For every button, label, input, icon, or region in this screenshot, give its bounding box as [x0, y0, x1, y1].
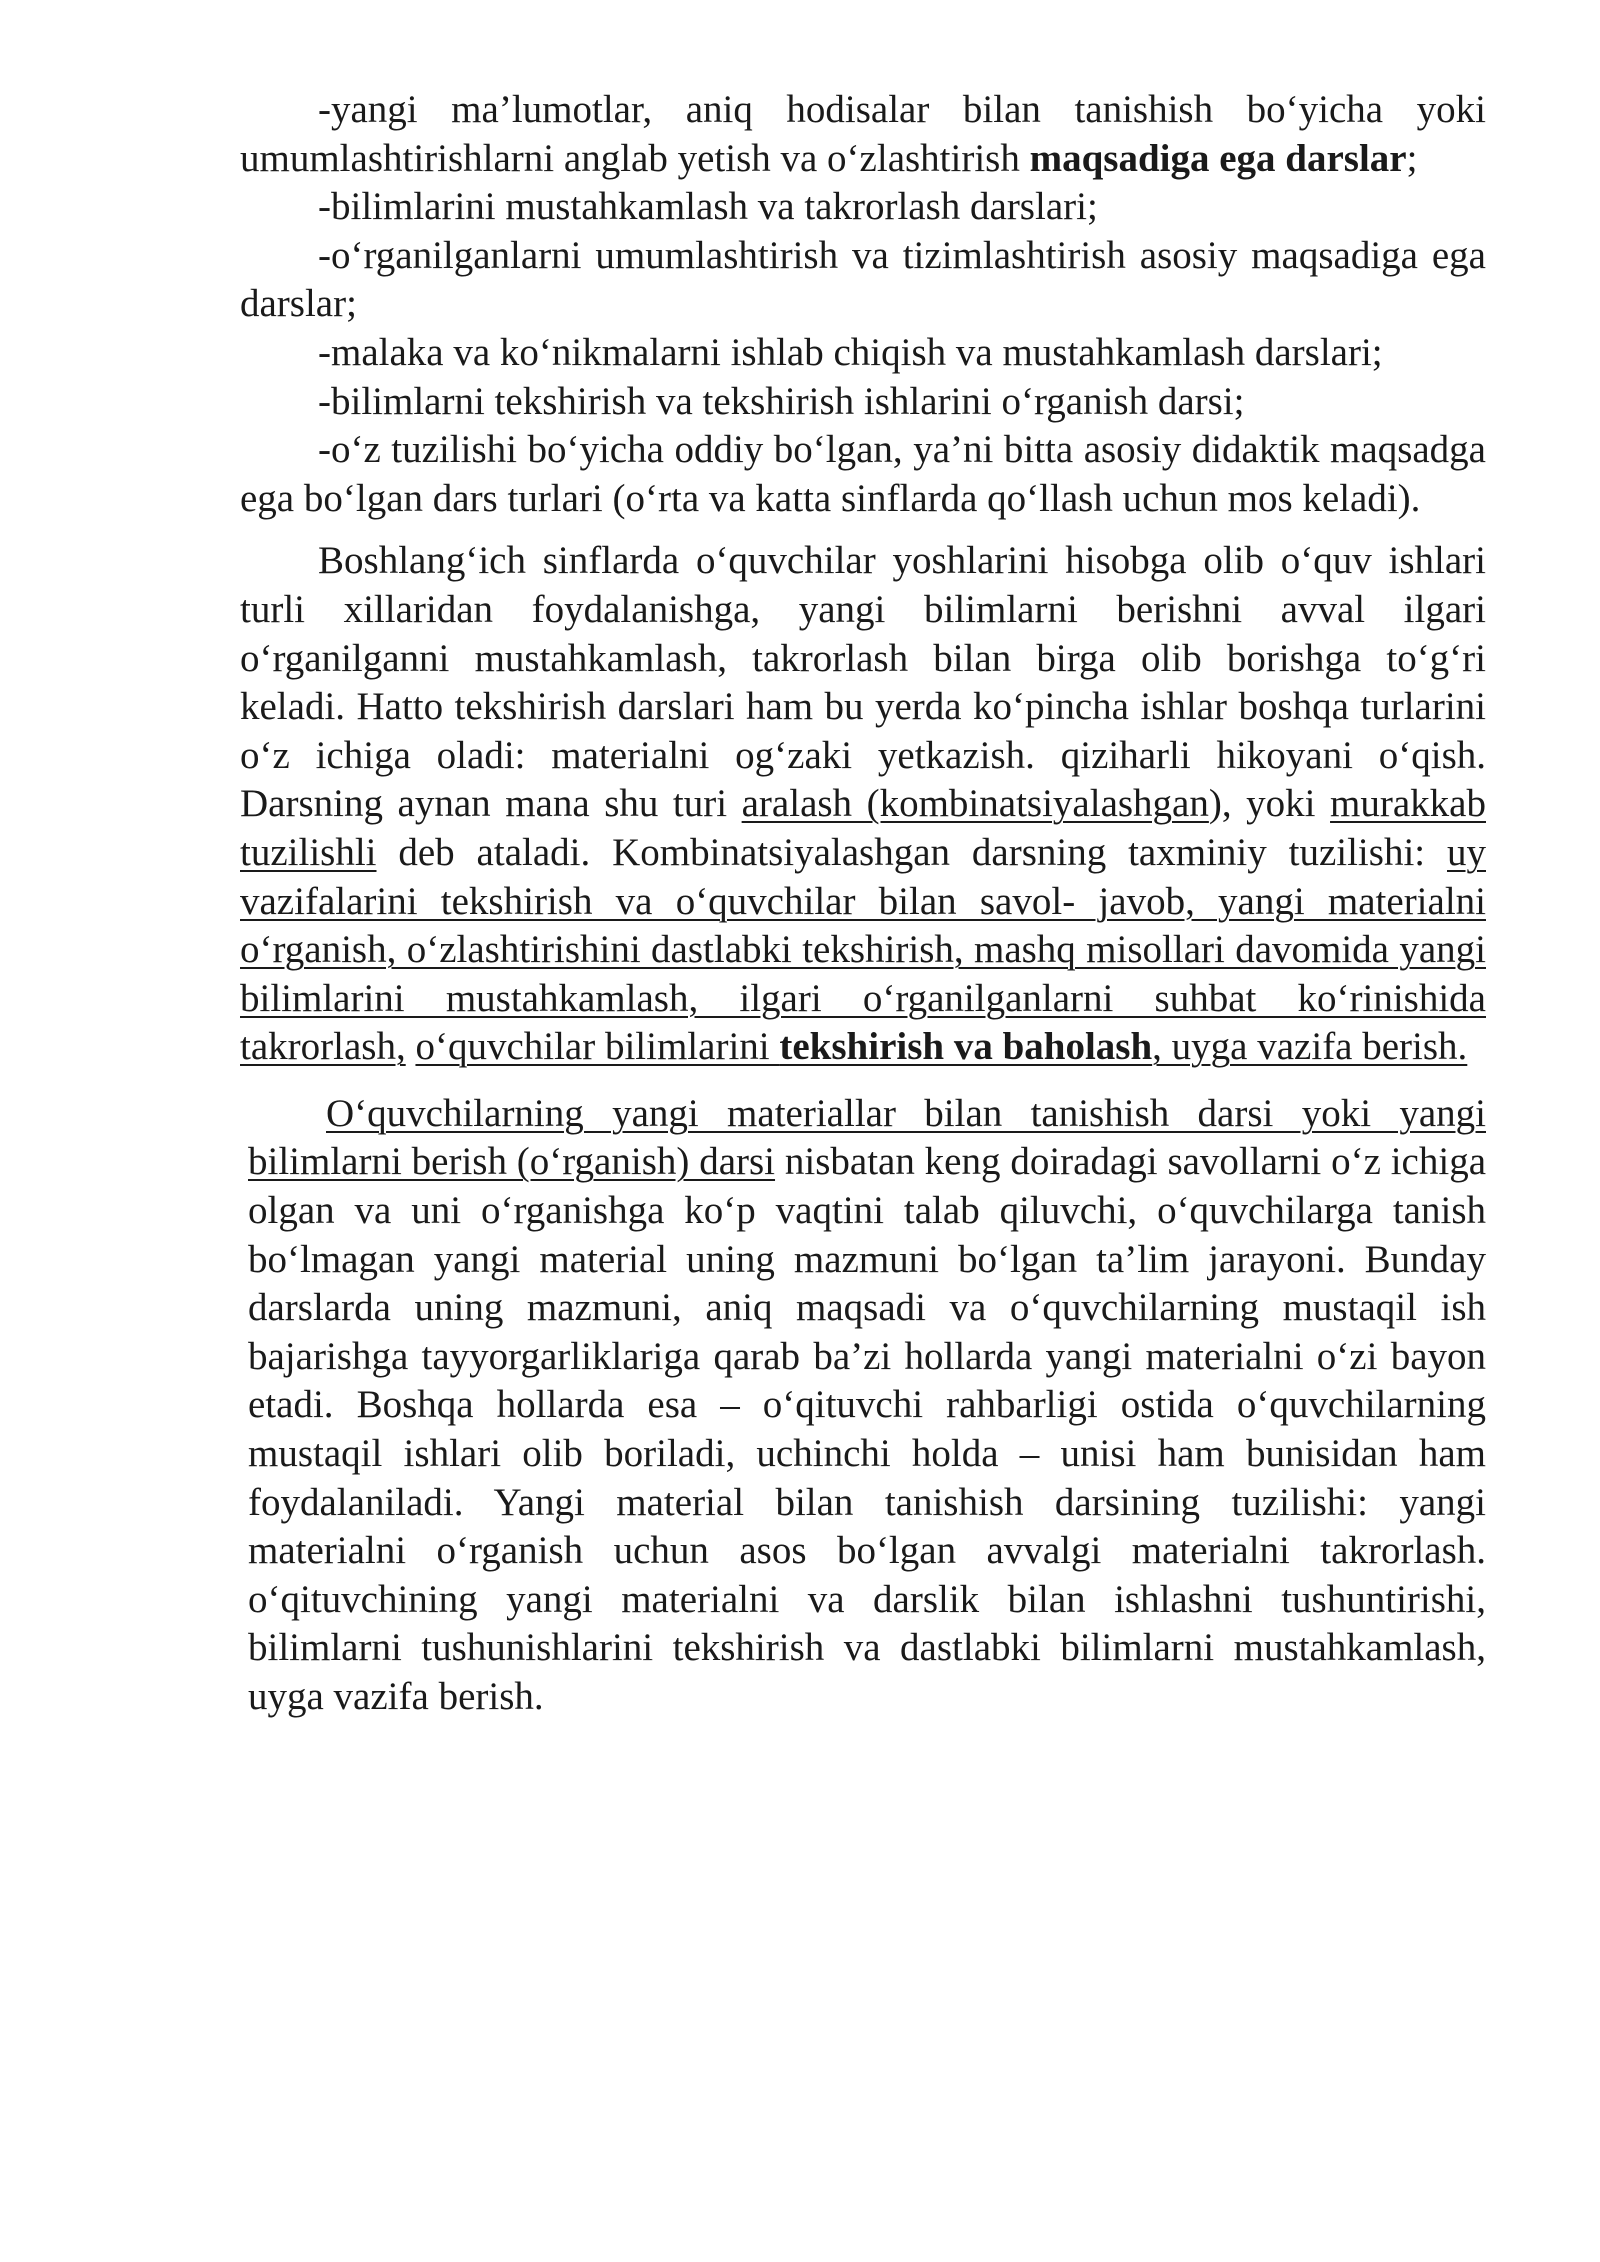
underlined-term: aralash (kombinatsiyalashgan — [741, 782, 1209, 826]
list-item: -o‘rganilganlarni umumlashtirish va tizimlashtirish asosiy maqsadiga ega darslar; — [240, 233, 1486, 326]
paragraph-new-material-lesson: O‘quvchilarning yangi materiallar bilan tanishish darsi yoki yangi bilimlarni berish (o‘rganish) darsi nisbatan keng doiradagi savollarni o‘z ichiga olgan va uni o‘rganishga ko‘p vaqtini talab qiluvchi, o‘quvchilarga tanish bo‘lmagan yangi material uning mazmuni bo‘lgan ta’lim jarayoni. Bunday darslarda uning mazmuni, aniq maqsadi va o‘quvchilarning mustaqil ish bajarishga tayyorgarliklariga qarab ba’zi hollarda yangi materialni o‘zi bayon etadi. Boshqa hollarda esa – o‘qituvchi rahbarligi ostida o‘quvchilarning mustaqil ishlari olib boriladi, uchinchi holda – unisi ham bunisidan ham foydalaniladi. Yangi material bilan tanishish darsining tuzilishi: yangi materialni o‘rganish uchun asos bo‘lgan avvalgi materialni takrorlash. o‘qituvchining yangi materialni va darslik bilan ishlashni tushuntirishi, bilimlarni tushunishlarini tekshirish va dastlabki bilimlarni mustahkamlash, uyga vazifa berish. — [248, 1091, 1487, 1718]
list-item: -o‘z tuzilishi bo‘yicha oddiy bo‘lgan, ya’ni bitta asosiy didaktik maqsadga ega bo‘lgan dars turlari (o‘rta va katta sinflarda qo‘llash uchun mos keladi). — [240, 428, 1486, 520]
paragraph-combined-lesson: Boshlang‘ich sinflarda o‘quvchilar yoshlarini hisobga olib o‘quv ishlari turli xillaridan foydalanishga, yangi bilimlarni berishni avval ilgari o‘rganilganni mustahkamlash, takrorlash bilan birga olib borishga to‘g‘ri keladi. Hatto tekshirish darslari ham bu yerda ko‘pincha ishlar boshqa turlarini o‘z ichiga oladi: materialni og‘zaki yetkazish. qiziharli hikoyani o‘qish. Darsning aynan mana shu turi aralash (kombinatsiyalashgan), yoki murakkab tuzilishli deb ataladi. Kombinatsiyalashgan darsning taxminiy tuzilishi: uy vazifalarini tekshirish va o‘quvchilar bilan savol- javob, yangi materialni o‘rganish, o‘zlashtirishini dastlabki tekshirish, mashq misollari davomida yangi bilimlarini mustahkamlash, ilgari o‘rganilganlarni suhbat ko‘rinishida takrorlash, o‘quvchilar bilimlarini tekshirish va baholash, uyga vazifa berish. — [240, 539, 1486, 1069]
underlined-phrase: uy vazifalarini tekshirish va o‘quvchilar bilan savol- javob, yangi materialni — [240, 830, 1486, 923]
underlined-phrase: , uyga vazifa berish. — [1152, 1025, 1468, 1069]
list-item: -yangi ma’lumotlar, aniq hodisalar bilan tanishish bo‘yicha yoki umumlashtirishlarni anglab yetish va o‘zlashtirish maqsadiga ega darslar; — [240, 88, 1486, 180]
list-item: -bilimlarni tekshirish va tekshirish ishlarini o‘rganish darsi; — [318, 379, 1245, 423]
underlined-phrase: o‘quvchilar bilimlarini — [415, 1025, 780, 1069]
bold-underlined-phrase: tekshirish va baholash — [779, 1025, 1153, 1069]
underlined-phrase: O‘quvchilarning yangi materiallar bilan tanishish darsi yoki yangi bilimlarni berish (o‘rganish) darsi — [248, 1091, 1486, 1184]
underlined-term: murakkab tuzilishli — [240, 782, 1486, 874]
bold-phrase: maqsadiga ega darslar — [1029, 136, 1407, 180]
list-item: -malaka va ko‘nikmalarni ishlab chiqish va mustahkamlash darslari; — [318, 330, 1383, 374]
underlined-phrase: o‘rganish, o‘zlashtirishini dastlabki tekshirish, mashq misollari davomida yangi bilimlarini mustahkamlash, ilgari o‘rganilganlarni suhbat ko‘rinishida takrorlash, — [240, 928, 1486, 1069]
document-page — [240, 86, 1486, 1722]
list-item: -bilimlarini mustahkamlash va takrorlash darslari; — [318, 185, 1098, 229]
list-item-text: -yangi ma’lumotlar, aniq hodisalar bilan tanishish bo‘yicha yoki umumlashtirishlarni anglab yetish va o‘zlashtirish — [240, 88, 1486, 180]
